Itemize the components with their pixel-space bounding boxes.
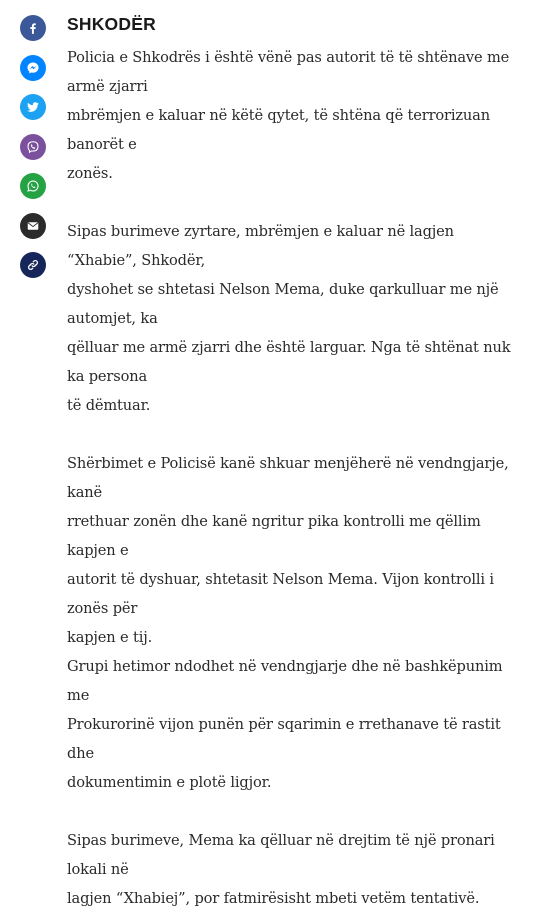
- link-icon: [26, 258, 40, 272]
- share-messenger-button[interactable]: [20, 55, 46, 81]
- paragraph-line: lagjen “Xhabiej”, por fatmirësisht mbeti vetëm tentativë.: [67, 890, 480, 907]
- share-viber-button[interactable]: [20, 134, 46, 160]
- paragraph-line: Grupi hetimor ndodhet në vendngjarje dhe në bashkëpunim me: [67, 658, 503, 704]
- paragraph-gap: [67, 797, 527, 826]
- viber-icon: [26, 140, 40, 154]
- paragraph-line: rrethuar zonën dhe kanë ngritur pika kontrolli me qëllim kapjen e: [67, 513, 481, 559]
- share-whatsapp-button[interactable]: [20, 173, 46, 199]
- envelope-icon: [26, 219, 40, 233]
- paragraph-line: qëlluar me armë zjarri dhe është larguar. Nga të shtënat nuk ka persona: [67, 339, 511, 385]
- paragraph-line: Prokurorinë vijon punën për sqarimin e rrethanave të rastit dhe: [67, 716, 501, 762]
- paragraph-line: Shërbimet e Policisë kanë shkuar menjëherë në vendngjarje, kanë: [67, 455, 509, 501]
- paragraph-line: kapjen e tij.: [67, 629, 153, 646]
- share-facebook-button[interactable]: [20, 15, 46, 41]
- whatsapp-icon: [26, 179, 40, 193]
- twitter-icon: [26, 100, 40, 114]
- paragraph-line: Policia e Shkodrës i është vënë pas autorit të të shtënave me armë zjarri: [67, 49, 510, 95]
- paragraph-line: mbrëmjen e kaluar në këtë qytet, të shtëna që terrorizuan banorët e: [67, 107, 490, 153]
- share-copy-link-button[interactable]: [20, 252, 46, 278]
- messenger-icon: [26, 61, 40, 75]
- paragraph-line: Sipas burimeve zyrtare, mbrëmjen e kaluar në lagjen “Xhabie”, Shkodër,: [67, 223, 454, 269]
- paragraph-2: [67, 217, 527, 420]
- share-email-button[interactable]: [20, 213, 46, 239]
- paragraph-5: [67, 826, 527, 913]
- article-body: [67, 14, 527, 913]
- paragraph-line: Sipas burimeve, Mema ka qëlluar në drejtim të një pronari lokali në: [67, 832, 495, 878]
- paragraph-gap: [67, 420, 527, 449]
- article-dateline: SHKODËR: [67, 14, 156, 34]
- paragraph-1: [67, 43, 527, 188]
- paragraph-4: [67, 652, 527, 797]
- paragraph-line: të dëmtuar.: [67, 397, 151, 414]
- paragraph-line: dyshohet se shtetasi Nelson Mema, duke qarkulluar me një automjet, ka: [67, 281, 499, 327]
- paragraph-line: zonës.: [67, 165, 113, 182]
- share-twitter-button[interactable]: [20, 94, 46, 120]
- facebook-icon: [26, 21, 40, 35]
- paragraph-3: [67, 449, 527, 652]
- share-bar: [20, 15, 46, 292]
- paragraph-gap: [67, 188, 527, 217]
- paragraph-line: dokumentimin e plotë ligjor.: [67, 774, 272, 791]
- paragraph-line: autorit të dyshuar, shtetasit Nelson Mema. Vijon kontrolli i zonës për: [67, 571, 494, 617]
